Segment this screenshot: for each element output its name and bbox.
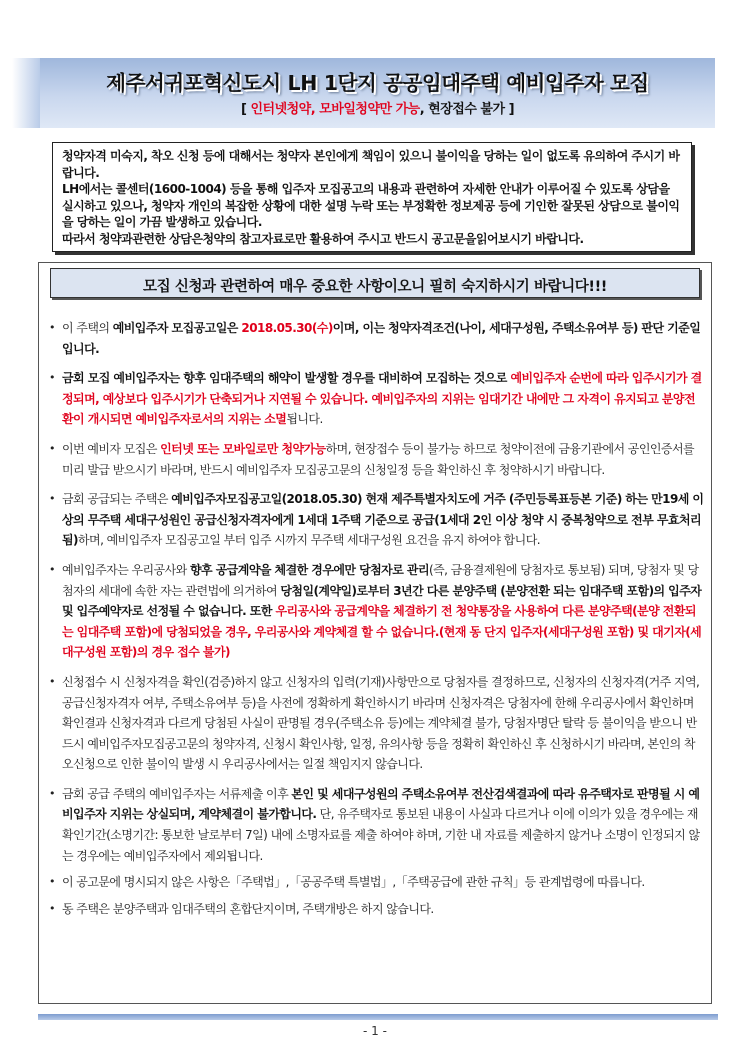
notice-box [52,142,692,252]
text: 이번 예비자 모집은 [62,441,161,456]
page-title: 제주서귀포혁신도시 LH 1단지 공공임대주택 예비입주자 모집 [106,71,649,95]
notice-paragraph-1: 청약자격 미숙지, 착오 신청 등에 대해서는 청약자 본인에게 책임이 있으니 불이익을 당하는 일이 없도록 유의하여 주시기 바랍니다. [62,149,680,180]
text: 됩니다. [286,412,323,427]
text-bold: 예비입주자 모집공고일은 [112,321,242,335]
text-bold: 향후 공급계약을 체결한 경우에만 당첨자로 관리 [190,562,429,577]
text-red: 우리공사와 공급계약을 체결하기 전 청약통장을 사용하여 다른 분양주택(분양 전환되는 임대주택 포함)에 당첨되었을 경우, 우리공사와 계약체결 할 수 없습니다.(현재 동 단지 입주자(세대구성원 포함) 및 대기자(세대구성원 포함)의 경우 접수 불가) [62,604,702,660]
text-red: 인터넷 또는 모바일로만 청약가능 [160,441,326,456]
note-item-house-ownership [49,784,705,866]
note-item-eligibility [49,489,705,551]
text-bold: 예비입주자모집공고일(2018.05.30) 현재 제주특별자치도에 거주 (주민등록표등본 기준) 하는 만19세 이상의 무주택 세대구성원인 공급신청자격자에게 1세대 1주택 기준으로 공급(1세대 2인 이상 청약 시 중복청약으로 전부 무효처리 됨) [62,492,704,548]
text: 하며, 예비입주자 모집공고일 부터 입주 시까지 무주택 세대구성원 요건을 유지 하여야 합니다. [77,533,541,548]
footer-rule [38,1014,718,1020]
note-item-verification [49,672,705,775]
text: 하며, 현장접수 등이 불가능 하므로 청약이전에 금융기관에서 공인인증서를 미리 발급 받으시기 바라며, 반드시 예비입주자 모집공고문의 신청일정 등을 확인하신 후 청약하시기 바랍니다. [62,441,695,477]
text: 이 공고문에 명시되지 않은 사항은「주택법」,「공공주택 특별법」,「주택공급에 관한 규칙」등 관계법령에 따릅니다. [62,875,645,890]
note-item-announcement-date [49,318,705,359]
text: 신청접수 시 신청자격을 확인(검증)하지 않고 신청자의 입력(기재)사항만으로 당첨자를 결정하므로, 신청자의 신청자격(거주 지역, 공급신청자격자 여부, 주택소유여부 등)을 사전에 정확하게 확인하시기 바라며 신청자격은 당첨자에 한해 우리공사에서 확인하며 확인결과 신청자격과 다르게 당첨된 사실이 판명될 경우(주택소유 등)에는 계약체결 불가, 당첨자명단 탈락 등 불이익을 받으니 반드시 예비입주자모집공고문의 청약자격, 신청시 확인사항, 일정, 유의사항 등을 정확히 확인하신 후 신청하시기 바라며, 본인의 착오신청으로 인한 불이익 발생 시 우리공사에서는 일절 책임지지 않습니다. [62,674,700,772]
text: 금회 공급되는 주택은 [62,492,172,507]
note-item-related-laws [49,872,705,893]
subtitle-open: [ [240,102,251,117]
text-red: 예비입주자 순번에 따라 입주시기가 결정되며, 예상보다 입주시기가 단축되거나 지연될 수 있습니다. 예비입주자의 지위는 임대기간 내에만 그 자격이 유지되고 분양전환이 개시되면 예비입주자로서의 지위는 소멸 [62,371,702,427]
note-item-waiting-order [49,368,705,430]
notice-paragraph-2: LH에서는 콜센터(1600-1004) 등을 통해 입주자 모집공고의 내용과 관련하여 자세한 안내가 이루어질 수 있도록 상담을 실시하고 있으나, 청약자 개인의 복잡한 상황에 대한 설명 누락 또는 부정확한 정보제공 등에 기인한 잘못된 상담으로 불이익을 당하는 일이 가끔 발생하고 있습니다. [62,182,680,229]
text: 금회 공급 주택의 예비입주자는 서류제출 이후 [62,786,292,801]
subtitle-highlight: 인터넷청약, 모바일청약만 가능 [250,102,420,117]
text-bold: 본인 및 세대구성원의 주택소유여부 전산검색결과에 따라 유주택자로 판명될 시 예비입주자 지위는 상실되며, 계약체결이 불가합니다. [62,786,700,822]
note-item-contract [49,560,705,663]
text-bold: 당첨일(계약일)로부터 3년간 다른 분양주택 (분양전환 되는 임대주택 포함)의 입주자 및 입주예약자로 선정될 수 없습니다. 또한 [62,583,702,619]
page-subtitle [40,98,715,117]
text-red: 2018.05.30(수) [241,321,333,335]
important-notes-title: 모집 신청과 관련하여 매우 중요한 사항이오니 필히 숙지하시기 바랍니다!!! [142,279,608,295]
text: (즉, 금융결제원에 당첨자로 통보됨) 되며, 당첨자 및 당첨자의 세대에 속한 자는 관련법에 의거하여 [62,562,699,598]
subtitle-rest: , 현장접수 불가 ] [419,102,515,117]
important-notes-box [38,262,712,1004]
text: 이 주택의 [62,321,113,335]
note-item-mixed-complex [49,899,705,920]
notice-paragraph-3: 따라서 청약과관련한 상담은청약의 참고자료로만 활용하여 주시고 반드시 공고문을읽어보시기 바랍니다. [62,231,584,246]
text: 동 주택은 분양주택과 임대주택의 혼합단지이며, 주택개방은 하지 않습니다. [62,901,434,916]
text-bold: 이며, 이는 청약자격조건(나이, 세대구성원, 주택소유여부 등) 판단 기준일입니다. [62,321,701,356]
text-bold: 금회 모집 예비입주자는 향후 임대주택의 해약이 발생할 경우를 대비하여 모집하는 것으로 [62,371,511,386]
important-notes-header [50,268,700,298]
title-band [40,58,715,128]
text: 단, 유주택자로 통보된 내용이 사실과 다르거나 이에 이의가 있을 경우에는 재확인기간(소명기간: 통보한 날로부터 7일) 내에 소명자료를 제출 하여야 하며, 기한 내 자료를 제출하지 않거나 소명이 인정되지 않는 경우에는 예비입주자에서 제외됩니다. [62,807,700,863]
notes-list [49,318,705,919]
note-item-online-only [49,439,705,480]
text: 예비입주자는 우리공사와 [62,562,190,577]
page-number: - 1 - [363,1024,387,1038]
